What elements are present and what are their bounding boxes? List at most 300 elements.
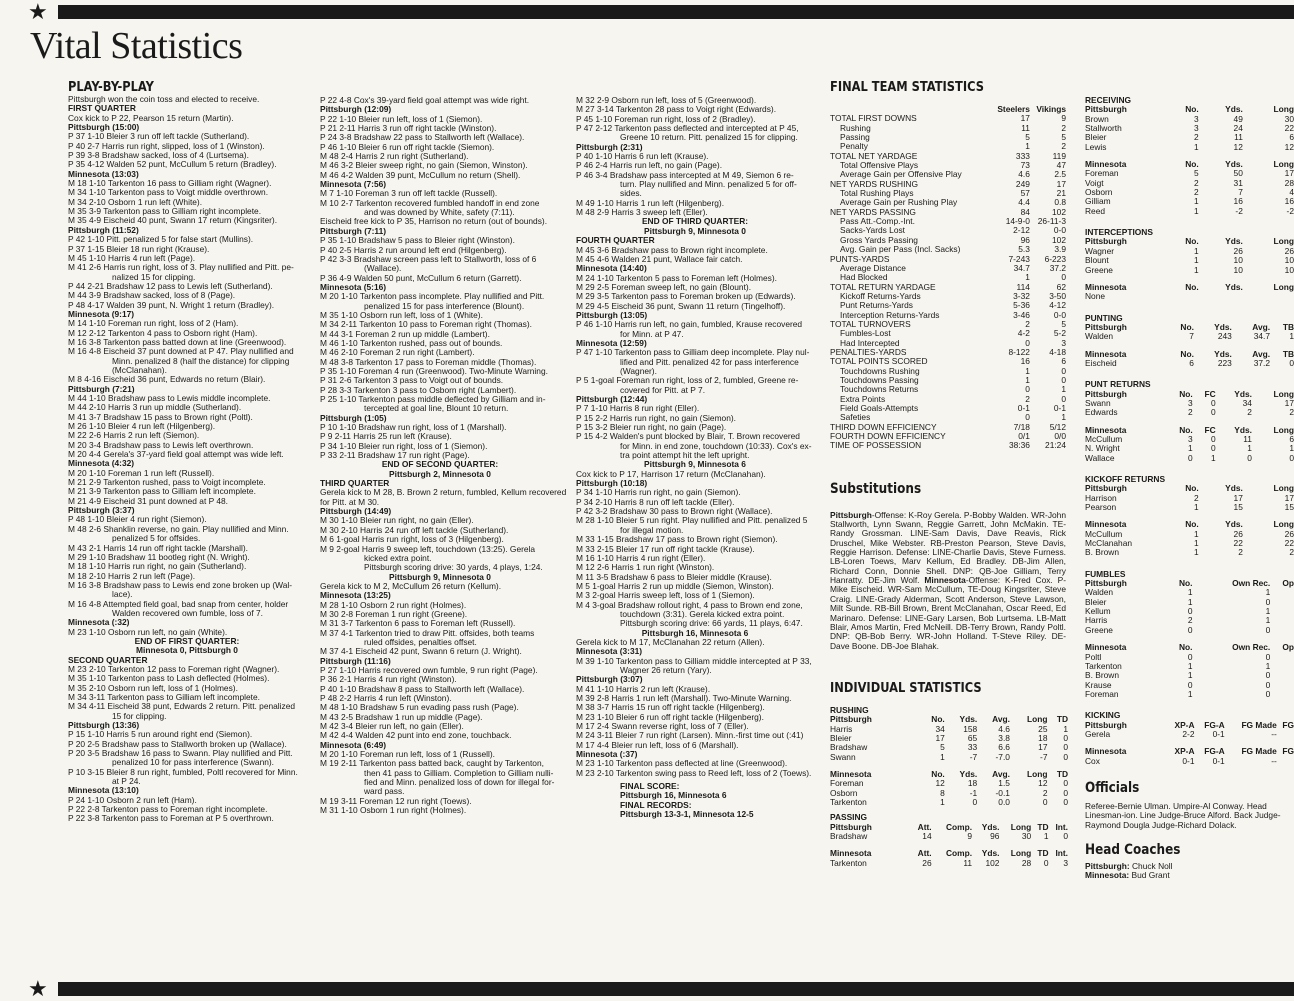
section-label: Pittsburgh 9, Minnesota 0 — [644, 225, 746, 236]
stat-value: 0 — [1063, 751, 1068, 762]
coach-name: Bud Grant — [1129, 870, 1170, 881]
play-line: lified and Pitt. penalized 42 for pass interference — [620, 356, 799, 367]
stat-value: 16 — [1284, 196, 1294, 207]
stat-label: PENALTIES-YARDS — [830, 346, 907, 357]
player-name: Walden — [1085, 587, 1114, 598]
play-line: M 30 2-8 Foreman 1 run right (Greene). — [320, 608, 468, 619]
section-label: Pittsburgh (13:05) — [576, 309, 648, 320]
vikings-value: 5/12 — [1049, 421, 1066, 432]
stat-table — [1085, 520, 1294, 557]
player-row — [1085, 169, 1294, 178]
stat-value: 6 — [1289, 433, 1294, 444]
play-line: M 44 1-10 Bradshaw pass to Lewis middle incomplete. — [68, 393, 271, 403]
play-line: Minn. penalized 8 (half the distance) for clipping — [112, 355, 290, 366]
section-label: END OF SECOND QUARTER: — [381, 459, 499, 470]
play-line: M 16 1-10 Harris 4 run right (Eller). — [576, 552, 706, 563]
play-line: for Minn. at P 47. — [620, 328, 684, 339]
play-line: M 26 1-10 Bleier 4 run left (Hilgenberg). — [68, 421, 216, 432]
stat-label: Pass Att.-Comp.-Int. — [840, 216, 915, 227]
play-by-play-column-2 — [320, 95, 567, 816]
steelers-value: 0 — [1025, 412, 1030, 423]
play-line: P 46 1-10 Bleier 6 run off right tackle (Siemon). — [320, 141, 495, 152]
column-header: Int. — [1055, 848, 1068, 859]
player-row — [830, 725, 1068, 734]
column-header: FC — [1204, 424, 1216, 435]
team-name: Minnesota — [1085, 642, 1127, 653]
stat-value — [1270, 607, 1294, 616]
play-line: M 20 1-10 Tarkenton pass incomplete. Play nullified and Pitt. — [320, 291, 545, 302]
vikings-value: 0-0 — [1053, 309, 1066, 320]
vikings-value: 5-2 — [1053, 328, 1066, 339]
play-line: for illegal motion. — [620, 524, 684, 535]
player-name: Foreman — [1085, 688, 1119, 699]
play-line: penalized 5 for offsides. — [112, 533, 201, 544]
stat-category-label: KICKOFF RETURNS — [1085, 474, 1166, 484]
team-name: Pittsburgh — [1085, 719, 1127, 730]
play-line: P 21 2-11 Harris 3 run off right tackle (Winston). — [320, 123, 497, 134]
player-name: Bradshaw — [830, 831, 868, 841]
stat-value — [1277, 730, 1294, 739]
play-line: fied and Minn. penalized loss of down for illegal for- — [364, 777, 555, 788]
play-line: M 23 1-10 Tarkenton pass deflected at line (Greenwood). — [576, 758, 788, 769]
play-line: M 46 4-2 Walden 39 punt, McCullum no return (Shell). — [320, 169, 521, 180]
stat-value: 1 — [1289, 331, 1294, 342]
column-header: No. — [1185, 483, 1199, 494]
play-line: P 22 1-10 Bleier run left, loss of 1 (Siemon). — [320, 113, 483, 124]
play-line: P 15 2-2 Harris run right, no gain (Siemon). — [576, 412, 736, 423]
vikings-value: 5 — [1061, 318, 1066, 329]
team-name: Minnesota — [830, 848, 872, 859]
play-line: M 34 2-10 Osborn 1 run left (White). — [68, 196, 203, 207]
play-line: M 21 4-9 Eischeid 31 punt downed at P 48. — [68, 495, 229, 506]
column-header: Long — [1010, 821, 1032, 832]
column-header: FG-A — [1204, 746, 1225, 757]
stat-label: Average Gain per Offensive Play — [840, 169, 962, 180]
team-name: Minnesota — [1085, 519, 1127, 530]
stat-value — [1199, 292, 1243, 301]
play-line: M 34 4-11 Eischeid 38 punt, Edwards 2 return. Pitt. penalized — [68, 701, 296, 712]
vikings-column-header: Vikings — [1036, 104, 1066, 114]
stat-value — [1270, 616, 1294, 625]
play-line: M 18 1-10 Harris run right, no gain (Sutherland). — [68, 561, 247, 572]
stat-label: Total Rushing Plays — [840, 188, 914, 199]
stat-label: Average Distance — [840, 262, 906, 273]
section-label: Minnesota (12:59) — [576, 337, 647, 348]
vikings-value: 2 — [1061, 122, 1066, 133]
player-row — [1085, 247, 1294, 256]
play-line: and was downed by White, safety (7:11). — [364, 207, 515, 218]
play-line: P 35 1-10 Foreman 4 run (Greenwood). Two-Minute Warning. — [320, 365, 548, 376]
column-header: FG Made — [1241, 746, 1277, 757]
play-line: M 23 2-10 Tarkenton 12 pass to Foreman right (Wagner). — [68, 663, 280, 674]
play-line: P 5 1-goal Foreman run right, loss of 2, fumbled, Greene re- — [576, 375, 799, 386]
play-line: M 23 1-10 Osborn run left, no gain (White). — [68, 626, 228, 637]
stat-value: 0 — [1265, 651, 1271, 662]
steelers-value: 0/1 — [1018, 431, 1030, 442]
stat-value: 22 — [1233, 538, 1243, 549]
stat-table — [830, 770, 1068, 807]
stat-value: -- — [1271, 728, 1277, 739]
stat-label: Field Goals-Attempts — [840, 403, 919, 413]
player-name: B. Brown — [1085, 547, 1119, 558]
stat-label: Sacks-Yards Lost — [840, 225, 906, 236]
play-line: M 20 4-4 Gerela's 37-yard field goal attempt was wide left. — [68, 449, 284, 460]
play-line: M 35 4-9 Eischeid 40 punt, Swann 17 return (Kingsriter). — [68, 215, 278, 226]
play-line: P 42 3-2 Bradshaw 30 pass to Brown right (Wallace). — [576, 506, 773, 517]
stat-block — [1085, 380, 1294, 463]
stat-value — [1270, 598, 1294, 607]
stat-value: 1 — [940, 796, 945, 807]
stat-value: -7 — [1040, 751, 1048, 762]
section-label: Pittsburgh (11:16) — [320, 655, 391, 666]
steelers-value: 17 — [1020, 113, 1030, 124]
column-header: No. — [1185, 519, 1199, 530]
column-header: FG — [1282, 719, 1294, 730]
stat-value: 34.7 — [1253, 331, 1271, 342]
steelers-value: 7-243 — [1008, 253, 1030, 264]
steelers-value: 4.6 — [1018, 169, 1030, 180]
play-line: Walden recovered own fumble, loss of 7. — [112, 607, 263, 618]
play-line: sides. — [620, 188, 642, 199]
stat-value: 50 — [1233, 168, 1243, 179]
stat-value: 0 — [1187, 606, 1193, 617]
stat-value: 0 — [1043, 857, 1049, 868]
stat-value: 3 — [1188, 433, 1193, 444]
stat-value: 10 — [1233, 264, 1243, 275]
play-line: penalized 15 for pass interference (Blount). — [364, 300, 525, 311]
play-line: M 19 3-11 Foreman 12 run right (Toews). — [320, 795, 472, 806]
player-name: Tarkenton — [1085, 660, 1122, 671]
column-header: Yds. — [1225, 236, 1243, 247]
vikings-value: 21 — [1056, 188, 1066, 199]
stat-category-label: PUNT RETURNS — [1085, 379, 1151, 390]
section-label: Minnesota (9:17) — [68, 308, 135, 319]
team-name: Minnesota — [1085, 159, 1127, 170]
team-name: Pittsburgh — [830, 714, 872, 725]
stat-value: 2-2 — [1182, 728, 1195, 739]
player-row — [1085, 179, 1294, 188]
vikings-value: 1 — [1061, 412, 1066, 423]
play-line: M 16 4-8 Attempted field goal, bad snap from center, holder — [68, 598, 289, 609]
player-name: Foreman — [1085, 168, 1119, 179]
column-header: Yds. — [981, 848, 1000, 859]
stat-value: 11 — [1234, 132, 1243, 143]
stat-value: 0 — [1187, 624, 1193, 635]
player-row — [1085, 256, 1294, 265]
play-line: penalized 10 for pass interference (Swann). — [112, 757, 275, 768]
stat-value: 1 — [1194, 547, 1199, 558]
vikings-value: 3 — [1061, 337, 1066, 348]
stat-value: 0 — [1063, 742, 1068, 753]
play-line: M 42 4-4 Walden 42 punt into end zone, touchback. — [320, 730, 512, 741]
play-line: P 35 1-10 Bradshaw 5 pass to Bleier right (Winston). — [320, 235, 515, 246]
play-line: M 11 3-5 Bradshaw 6 pass to Bleier middle (Krause). — [576, 571, 772, 582]
steelers-value: 96 — [1020, 234, 1030, 245]
play-line: P 48 4-17 Walden 39 punt, N. Wright 1 return (Bradley). — [68, 299, 275, 310]
play-line: Wagner 26 return (Yary). — [620, 664, 712, 675]
stat-value: 1 — [1187, 587, 1193, 598]
section-label: FIRST QUARTER — [68, 103, 136, 114]
column-header: Yds. — [959, 768, 978, 779]
play-line: P 24 3-8 Bradshaw 22 pass to Stallworth left (Wallace). — [320, 132, 525, 143]
stat-value: 0 — [1265, 596, 1271, 607]
star-icon: ★ — [28, 976, 48, 1001]
player-row — [1085, 133, 1294, 142]
play-line: kicked extra point. — [364, 552, 432, 563]
vikings-value: 6-223 — [1044, 253, 1066, 264]
vikings-value: 0-1 — [1053, 403, 1066, 413]
player-name: None — [1085, 291, 1106, 302]
column-header: Att. — [917, 848, 932, 859]
play-line: P 36 2-1 Harris 4 run right (Winston). — [320, 674, 457, 685]
vikings-value: 3-50 — [1049, 290, 1066, 301]
stat-label: Had Intercepted — [840, 337, 900, 348]
column-header: Yds. — [1214, 348, 1232, 359]
stat-value: 3 — [1194, 113, 1199, 124]
column-header: Long — [1010, 848, 1032, 859]
play-line: P 37 1-15 Bleier 18 run right (Krause). — [68, 243, 210, 254]
stat-value: 1 — [1265, 606, 1271, 617]
steelers-value: 2-12 — [1013, 225, 1030, 236]
play-line: FINAL SCORE: — [620, 781, 680, 792]
section-label: Pittsburgh (3:07) — [576, 674, 643, 685]
play-line: P 40 1-10 Harris 6 run left (Krause). — [576, 151, 709, 162]
play-line: M 20 1-10 Foreman run left, loss of 1 (Russell). — [320, 749, 496, 760]
stat-table — [830, 823, 1068, 842]
player-name: Brown — [1085, 113, 1109, 124]
team-name: Minnesota — [1085, 746, 1127, 757]
play-line: M 43 2-1 Harris 14 run off right tackle (Marshall). — [68, 542, 248, 553]
stat-value: 5 — [1194, 168, 1199, 179]
vikings-value: 21:24 — [1045, 440, 1066, 451]
play-line: (McClanahan). — [112, 364, 167, 375]
stat-value: -0.1 — [995, 787, 1010, 798]
column-header: Comp. — [945, 821, 973, 832]
column-header: Yds. — [1225, 281, 1243, 292]
play-line: M 20 1-10 Foreman 1 run left (Russell). — [68, 467, 215, 478]
stat-value: 12 — [1233, 141, 1243, 152]
play-line: M 39 2-8 Harris 1 run left (Marshall). Two-Minute Warning. — [576, 693, 792, 703]
steelers-value: 16 — [1020, 356, 1030, 367]
player-row — [1085, 408, 1294, 417]
steelers-value: 8-122 — [1008, 346, 1030, 357]
stat-value: 1 — [1265, 587, 1271, 598]
stat-value: 0 — [1210, 407, 1216, 418]
steelers-value: 3-32 — [1013, 290, 1030, 301]
vikings-value: 0 — [1061, 393, 1066, 404]
stat-value: 2 — [1247, 407, 1252, 418]
section-label: Pittsburgh (1:05) — [320, 412, 387, 423]
play-line: M 39 1-10 Tarkenton pass to Gilliam middle intercepted at P 33, — [576, 655, 812, 666]
play-line: P 25 1-10 Tarkenton pass middle deflected by Gilliam and in- — [320, 394, 546, 404]
section-label: Minnesota (3:31) — [576, 646, 643, 657]
play-by-play-column-1 — [68, 80, 306, 824]
play-line: M 14 1-10 Foreman run right, loss of 2 (Ham). — [68, 318, 239, 329]
play-line: M 45 1-10 Harris 4 run left (Page). — [68, 252, 196, 263]
stat-value: 0 — [1289, 452, 1294, 463]
stat-value: 24 — [1233, 123, 1243, 134]
play-line: M 35 3-9 Tarkenton pass to Gilliam right incomplete. — [68, 206, 262, 217]
stat-label: TOTAL FIRST DOWNS — [830, 113, 917, 124]
play-by-play-heading: PLAY-BY-PLAY — [68, 80, 154, 95]
stat-value: 6 — [1289, 132, 1294, 143]
play-line: M 43 2-5 Bradshaw 1 run up middle (Page). — [320, 711, 483, 722]
stat-value: 30 — [1021, 831, 1032, 841]
stat-value: 0 — [1042, 796, 1048, 807]
stat-block — [1085, 570, 1294, 699]
stat-value: 34 — [935, 723, 945, 734]
play-line: 15 for clipping. — [112, 710, 167, 721]
column-header: Yds. — [959, 714, 978, 725]
stat-value: 1 — [1194, 538, 1199, 549]
stat-value: 2 — [1188, 407, 1193, 418]
play-line: M 37 4-1 Eischeid 42 punt, Swann 6 return (J. Wright). — [320, 646, 522, 657]
stat-value: 1 — [1194, 141, 1199, 152]
coach-name: Chuck Noll — [1129, 860, 1173, 871]
stat-value: 0 — [1063, 732, 1068, 743]
stat-value: 5 — [940, 742, 945, 753]
stat-value: 102 — [985, 857, 1000, 868]
team-name: Pittsburgh — [1085, 104, 1127, 115]
stat-table — [1085, 350, 1294, 369]
stat-value: 34 — [1242, 397, 1252, 408]
subs-pit-text: -Offense: K-Roy Gerela. P-Bobby Walden. WR-John Stallworth, Lynn Swann, Reggie Garrett, John McMakin. TE-Randy Grossman. LINE-Sam Davis, Dave Reavis, Rick Druschel, Mike Webster. RB-Preston Pearson, Steve Davis, Reggie Harrison. Defense: LINE-Charlie Davis, Steve Furness. LB-Loren Toews, Marv Kellum, Ed Bradley. DB-Jim Allen, Richard Conn, Donnie Shell. DNP: QB-Joe Gilliam, Terry Hanratty. DE-Jim Wolf. — [830, 509, 1066, 586]
player-name: Gerela — [1085, 728, 1111, 739]
column-header: Long — [1273, 159, 1294, 170]
play-line: (Wagner). — [620, 365, 657, 376]
stat-value: 26 — [1284, 245, 1294, 256]
stat-value: 16 — [1233, 196, 1243, 207]
play-line: M 30 1-10 Bleier run right, no gain (Eller). — [320, 515, 474, 526]
play-line: at P 24. — [112, 776, 141, 787]
play-line: covered for Pitt. at P 7. — [620, 384, 706, 395]
stat-value: 11 — [1243, 433, 1252, 444]
player-name: Bleier — [1085, 132, 1107, 143]
play-line: M 23 1-10 Bleier 6 run off right tackle (Hilgenberg). — [576, 711, 764, 722]
stat-value: 0 — [1265, 624, 1271, 635]
play-line: M 12 2-12 Tarkenton 4 pass to Osborn right (Ham). — [68, 327, 258, 338]
stat-value: 3 — [1063, 857, 1068, 868]
player-row — [1085, 197, 1294, 206]
stat-value: 17 — [1284, 168, 1294, 179]
section-label: FOURTH QUARTER — [576, 235, 655, 246]
play-line: M 48 3-8 Tarkenton 17 pass to Foreman middle (Thomas). — [320, 356, 537, 367]
stat-label: TOTAL POINTS SCORED — [830, 356, 928, 367]
play-line: (Wallace). — [364, 263, 402, 274]
stat-value: 1 — [1194, 196, 1199, 207]
column-header: Long — [1273, 281, 1294, 292]
play-line: M 35 1-10 Osborn run left, loss of 1 (White). — [320, 309, 483, 320]
section-label: Minnesota (13:10) — [68, 785, 139, 796]
play-line: M 28 1-10 Bleier 5 run right. Play nullified and Pitt. penalized 5 — [576, 515, 808, 526]
stat-table — [830, 715, 1068, 762]
player-row — [1085, 332, 1294, 341]
player-name: McCullum — [1085, 528, 1123, 539]
player-name: Greene — [1085, 624, 1113, 635]
player-name: Lewis — [1085, 141, 1107, 152]
stat-label: TOTAL TURNOVERS — [830, 318, 911, 329]
stat-label: Rushing — [840, 122, 871, 133]
stat-value: 0 — [1063, 778, 1068, 789]
player-row — [1085, 207, 1294, 216]
play-line: P 37 1-10 Bleier 3 run off left tackle (Sutherland). — [68, 131, 250, 142]
play-line: M 44 3-9 Bradshaw sacked, loss of 8 (Page). — [68, 290, 236, 301]
stat-value: 0 — [1265, 670, 1271, 681]
play-line: touchdown (3:31). Gerela kicked extra point. — [620, 608, 785, 619]
stat-block — [1085, 711, 1294, 766]
vikings-value: 2 — [1061, 141, 1066, 152]
steelers-value: 333 — [1015, 150, 1030, 161]
play-line: M 5 1-goal Harris 2 run up middle (Siemon, Winston). — [576, 580, 774, 591]
steelers-value: 1 — [1025, 365, 1030, 376]
stat-value: 1 — [1247, 443, 1252, 454]
play-line: then 41 pass to Gilliam. Completion to Gilliam nulli- — [364, 767, 554, 778]
stat-value: -2 — [1286, 205, 1294, 216]
stat-value: 37.2 — [1253, 357, 1271, 368]
player-name: Eischeid — [1085, 357, 1117, 368]
team-name: Minnesota — [1085, 348, 1127, 359]
stat-value: 0 — [1265, 688, 1271, 699]
stat-value: 1 — [1265, 660, 1271, 671]
play-line: M 33 2-15 Bleier 17 run off right tackle (Krause). — [576, 543, 755, 554]
play-line: M 19 2-11 Tarkenton pass batted back, caught by Tarkenton, — [320, 758, 544, 769]
column-header: No. — [1179, 642, 1193, 653]
stat-table — [1085, 426, 1294, 463]
play-line: M 37 4-1 Tarkenton tried to draw Pitt. offsides, both teams — [320, 627, 535, 638]
stat-table — [1085, 747, 1294, 766]
stat-value: 96 — [990, 831, 1000, 841]
stat-value: 223 — [1217, 357, 1232, 368]
section-label: Minnesota (5:16) — [320, 281, 387, 292]
section-label: Minnesota (14:40) — [576, 263, 647, 274]
coach-line — [1085, 871, 1294, 880]
play-line: P 33 2-11 Bradshaw 17 run right (Page). — [320, 450, 470, 461]
stat-label: Safeties — [840, 412, 871, 423]
vikings-value: 0-0 — [1053, 225, 1066, 236]
play-line: Gerela kick to M 2, McCullum 26 return (Kellum). — [320, 580, 502, 591]
stat-table — [1085, 160, 1294, 216]
column-header: No. — [1185, 236, 1199, 247]
steelers-value: 84 — [1020, 206, 1030, 217]
play-line: Pittsburgh scoring drive: 66 yards, 11 plays, 6:47. — [620, 618, 803, 629]
play-line: P 27 1-10 Harris recovered own fumble, 9 run right (Page). — [320, 664, 538, 675]
player-name: B. Brown — [1085, 670, 1119, 681]
stat-value: 2 — [1289, 547, 1294, 558]
player-name: Bleier — [830, 732, 852, 743]
vikings-value: 6 — [1061, 356, 1066, 367]
play-line: M 44 2-10 Harris 3 run up middle (Sutherland). — [68, 402, 242, 413]
stat-value: 11 — [963, 857, 973, 868]
column-header: Comp. — [945, 848, 973, 859]
player-row — [1085, 626, 1294, 635]
section-label: Pittsburgh (12:44) — [576, 394, 648, 404]
player-name: Stallworth — [1085, 123, 1122, 134]
steelers-value: 7/18 — [1013, 421, 1030, 432]
team-stat-row — [830, 441, 1066, 450]
play-line: M 46 3-2 Bleier sweep right, no gain (Siemon, Winston). — [320, 160, 528, 171]
officials-text: Referee-Bernie Ulman. Umpire-Al Conway. Head Linesman-ion. Line Judge-Bruce Alford. Back Judge-Raymond Dougla Judge-Richard Dolack. — [1085, 800, 1281, 830]
play-line: M 45 3-6 Bradshaw pass to Brown right incomplete. — [576, 244, 768, 255]
stat-value: 7 — [1238, 187, 1243, 198]
player-row — [1085, 503, 1294, 512]
star-icon: ★ — [28, 0, 48, 24]
play-line: M 38 3-7 Harris 15 run off right tackle (Hilgenberg). — [576, 702, 765, 713]
section-label: Pittsburgh (11:52) — [68, 224, 139, 235]
stat-label: Touchdowns Rushing — [840, 365, 920, 376]
column-header: Long — [1273, 519, 1294, 530]
play-line: P 44 2-21 Bradshaw 12 pass to Lewis left (Sutherland). — [68, 280, 273, 291]
column-header: Yds. — [1225, 519, 1243, 530]
